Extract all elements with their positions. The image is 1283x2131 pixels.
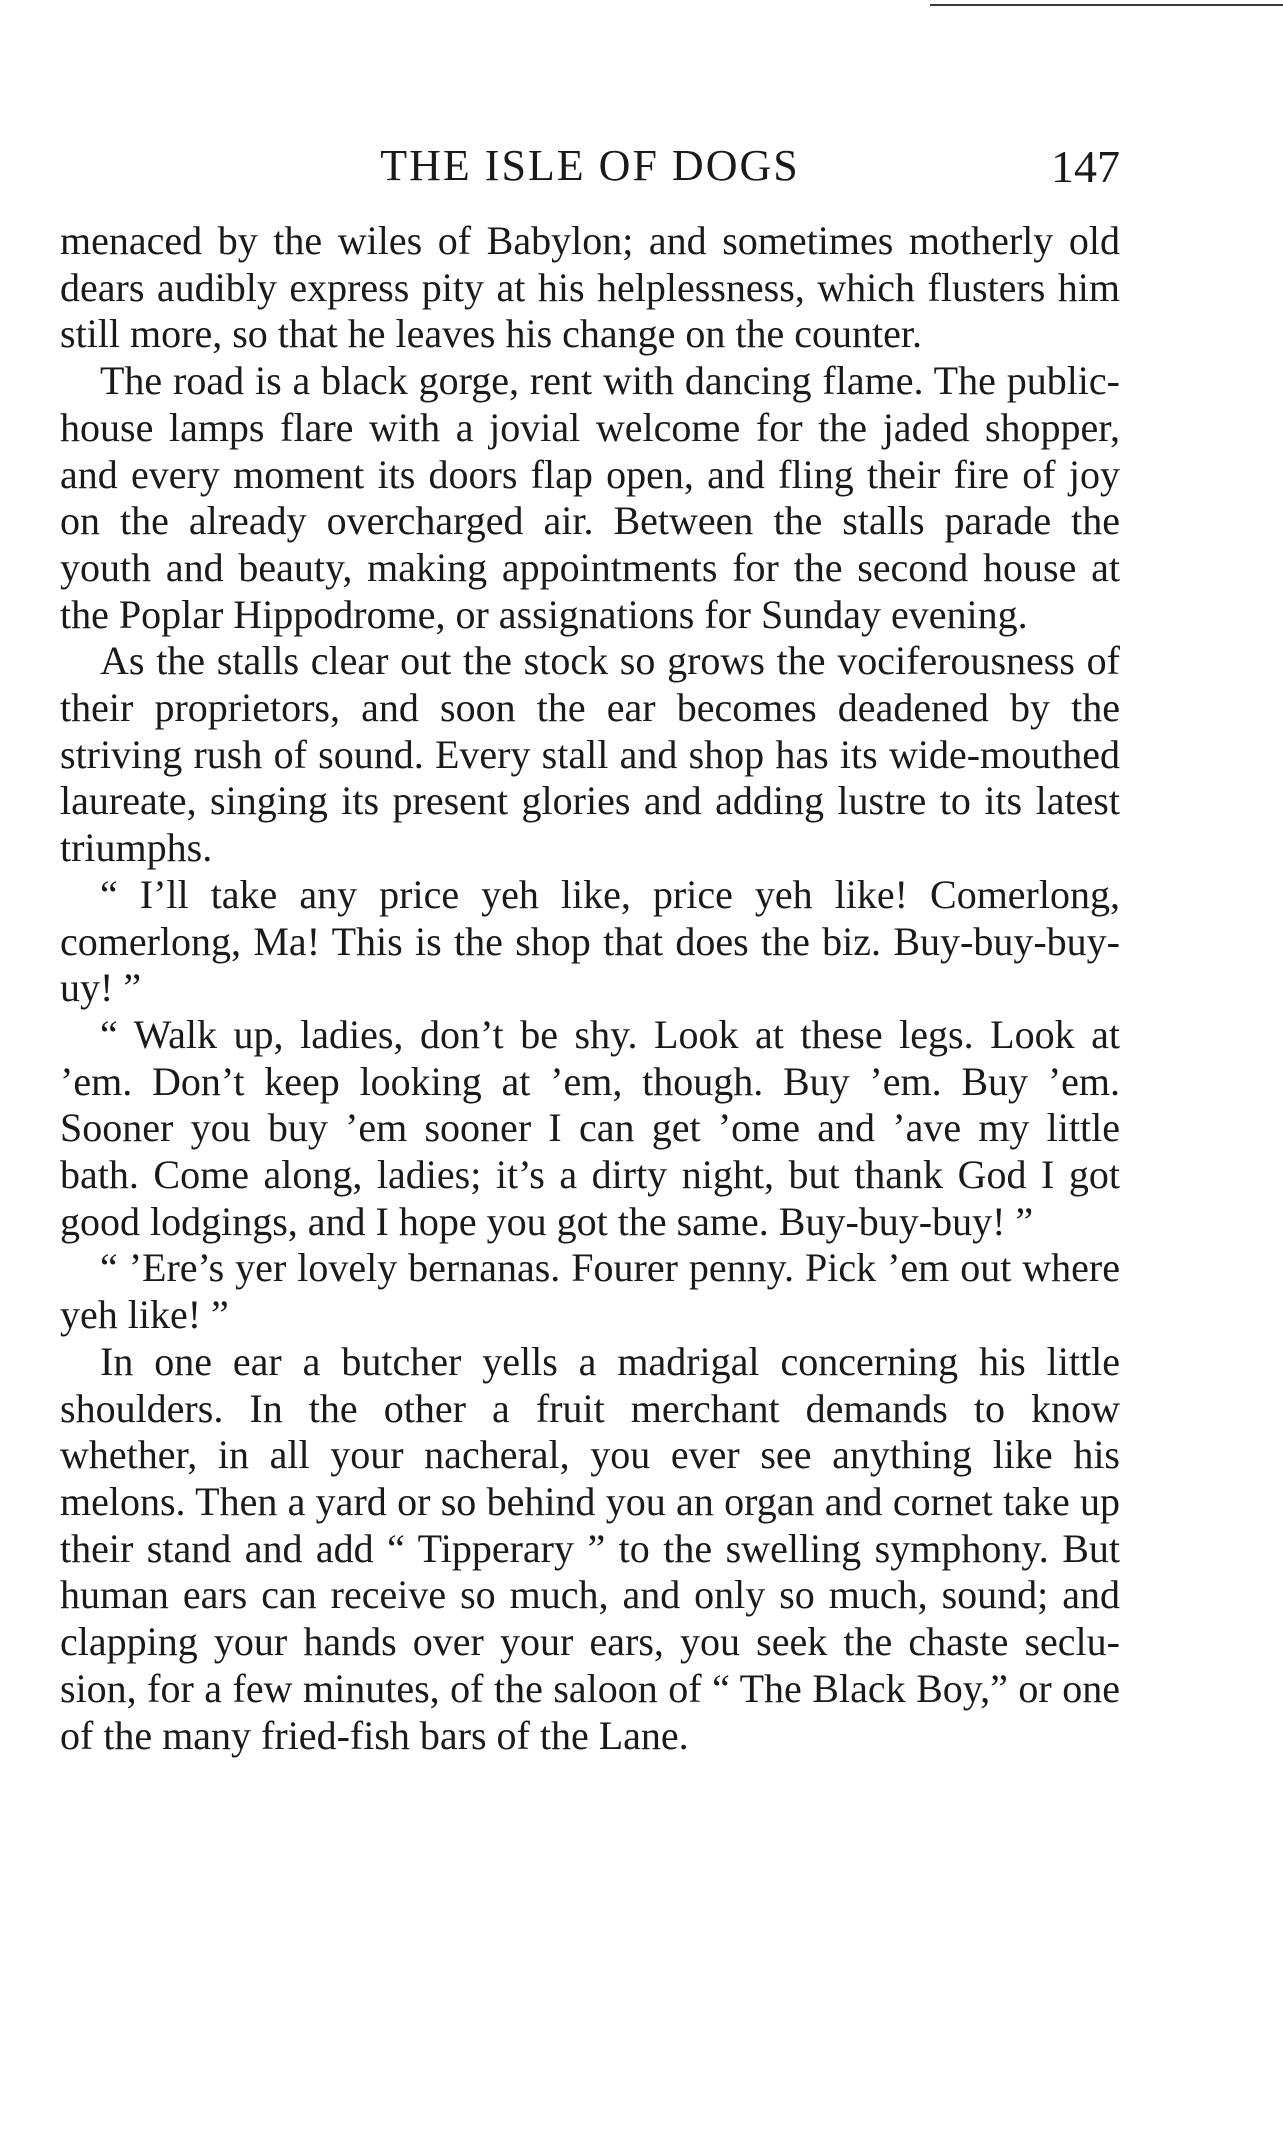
paragraph-continued: menaced by the wiles of Babylon; and sometimes motherly old dears audibly express pity at his helplessness, which flusters him still more, so that he leaves his change on the counter. <box>60 218 1120 357</box>
body-text <box>60 218 1120 1759</box>
quote-any-price: “ I’ll take any price yeh like, price yeh like! Comerlong, comerlong, Ma! This is the shop that does the biz. Buy-buy-buy-uy! ” <box>60 871 1120 1011</box>
paragraph-road: The road is a black gorge, rent with dancing flame. The public-house lamps flare with a jovial welcome for the jaded shopper, and every moment its doors flap open, and fling their fire of joy on the already overcharged air. Between the stalls parade the youth and beauty, making appointments for the second house at the Poplar Hippodrome, or assignations for Sunday evening. <box>60 358 1120 637</box>
quote-bernanas: “ ’Ere’s yer lovely bernanas. Fourer penny. Pick ’em out where yeh like! ” <box>60 1245 1120 1338</box>
top-edge-rule <box>930 4 1283 6</box>
page-number: 147 <box>1051 141 1120 192</box>
paragraph-stalls: As the stalls clear out the stock so grows the vociferousness of their proprietors, and soon the ear becomes deadened by the striving rush of sound. Every stall and shop has its wide-mouthed laureate, singing its present glories and adding lustre to its latest triumphs. <box>60 638 1120 871</box>
quote-walk-up: “ Walk up, ladies, don’t be shy. Look at these legs. Look at ’em. Don’t keep looking at ’em, though. Buy ’em. Buy ’em. Sooner you buy ’em sooner I can get ’ome and ’ave my little bath. Come along, ladies; it’s a dirty night, but thank God I got good lodgings, and I hope you got the same. Buy-buy-buy! ” <box>60 1011 1120 1244</box>
running-title: THE ISLE OF DOGS <box>380 141 800 190</box>
running-head <box>60 140 1120 200</box>
paragraph-butcher: In one ear a butcher yells a madrigal concerning his little shoulders. In the other a fruit merchant demands to know whether, in all your nacheral, you ever see anything like his melons. Then a yard or so behind you an organ and cornet take up their stand and add “ Tipperary ” to the swelling symphony. But human ears can receive so much, and only so much, sound; and clapping your hands over your ears, you seek the chaste seclusion, for a few minutes, of the saloon of “ The Black Boy,” or one of the many fried-fish bars of the Lane. <box>60 1338 1120 1758</box>
